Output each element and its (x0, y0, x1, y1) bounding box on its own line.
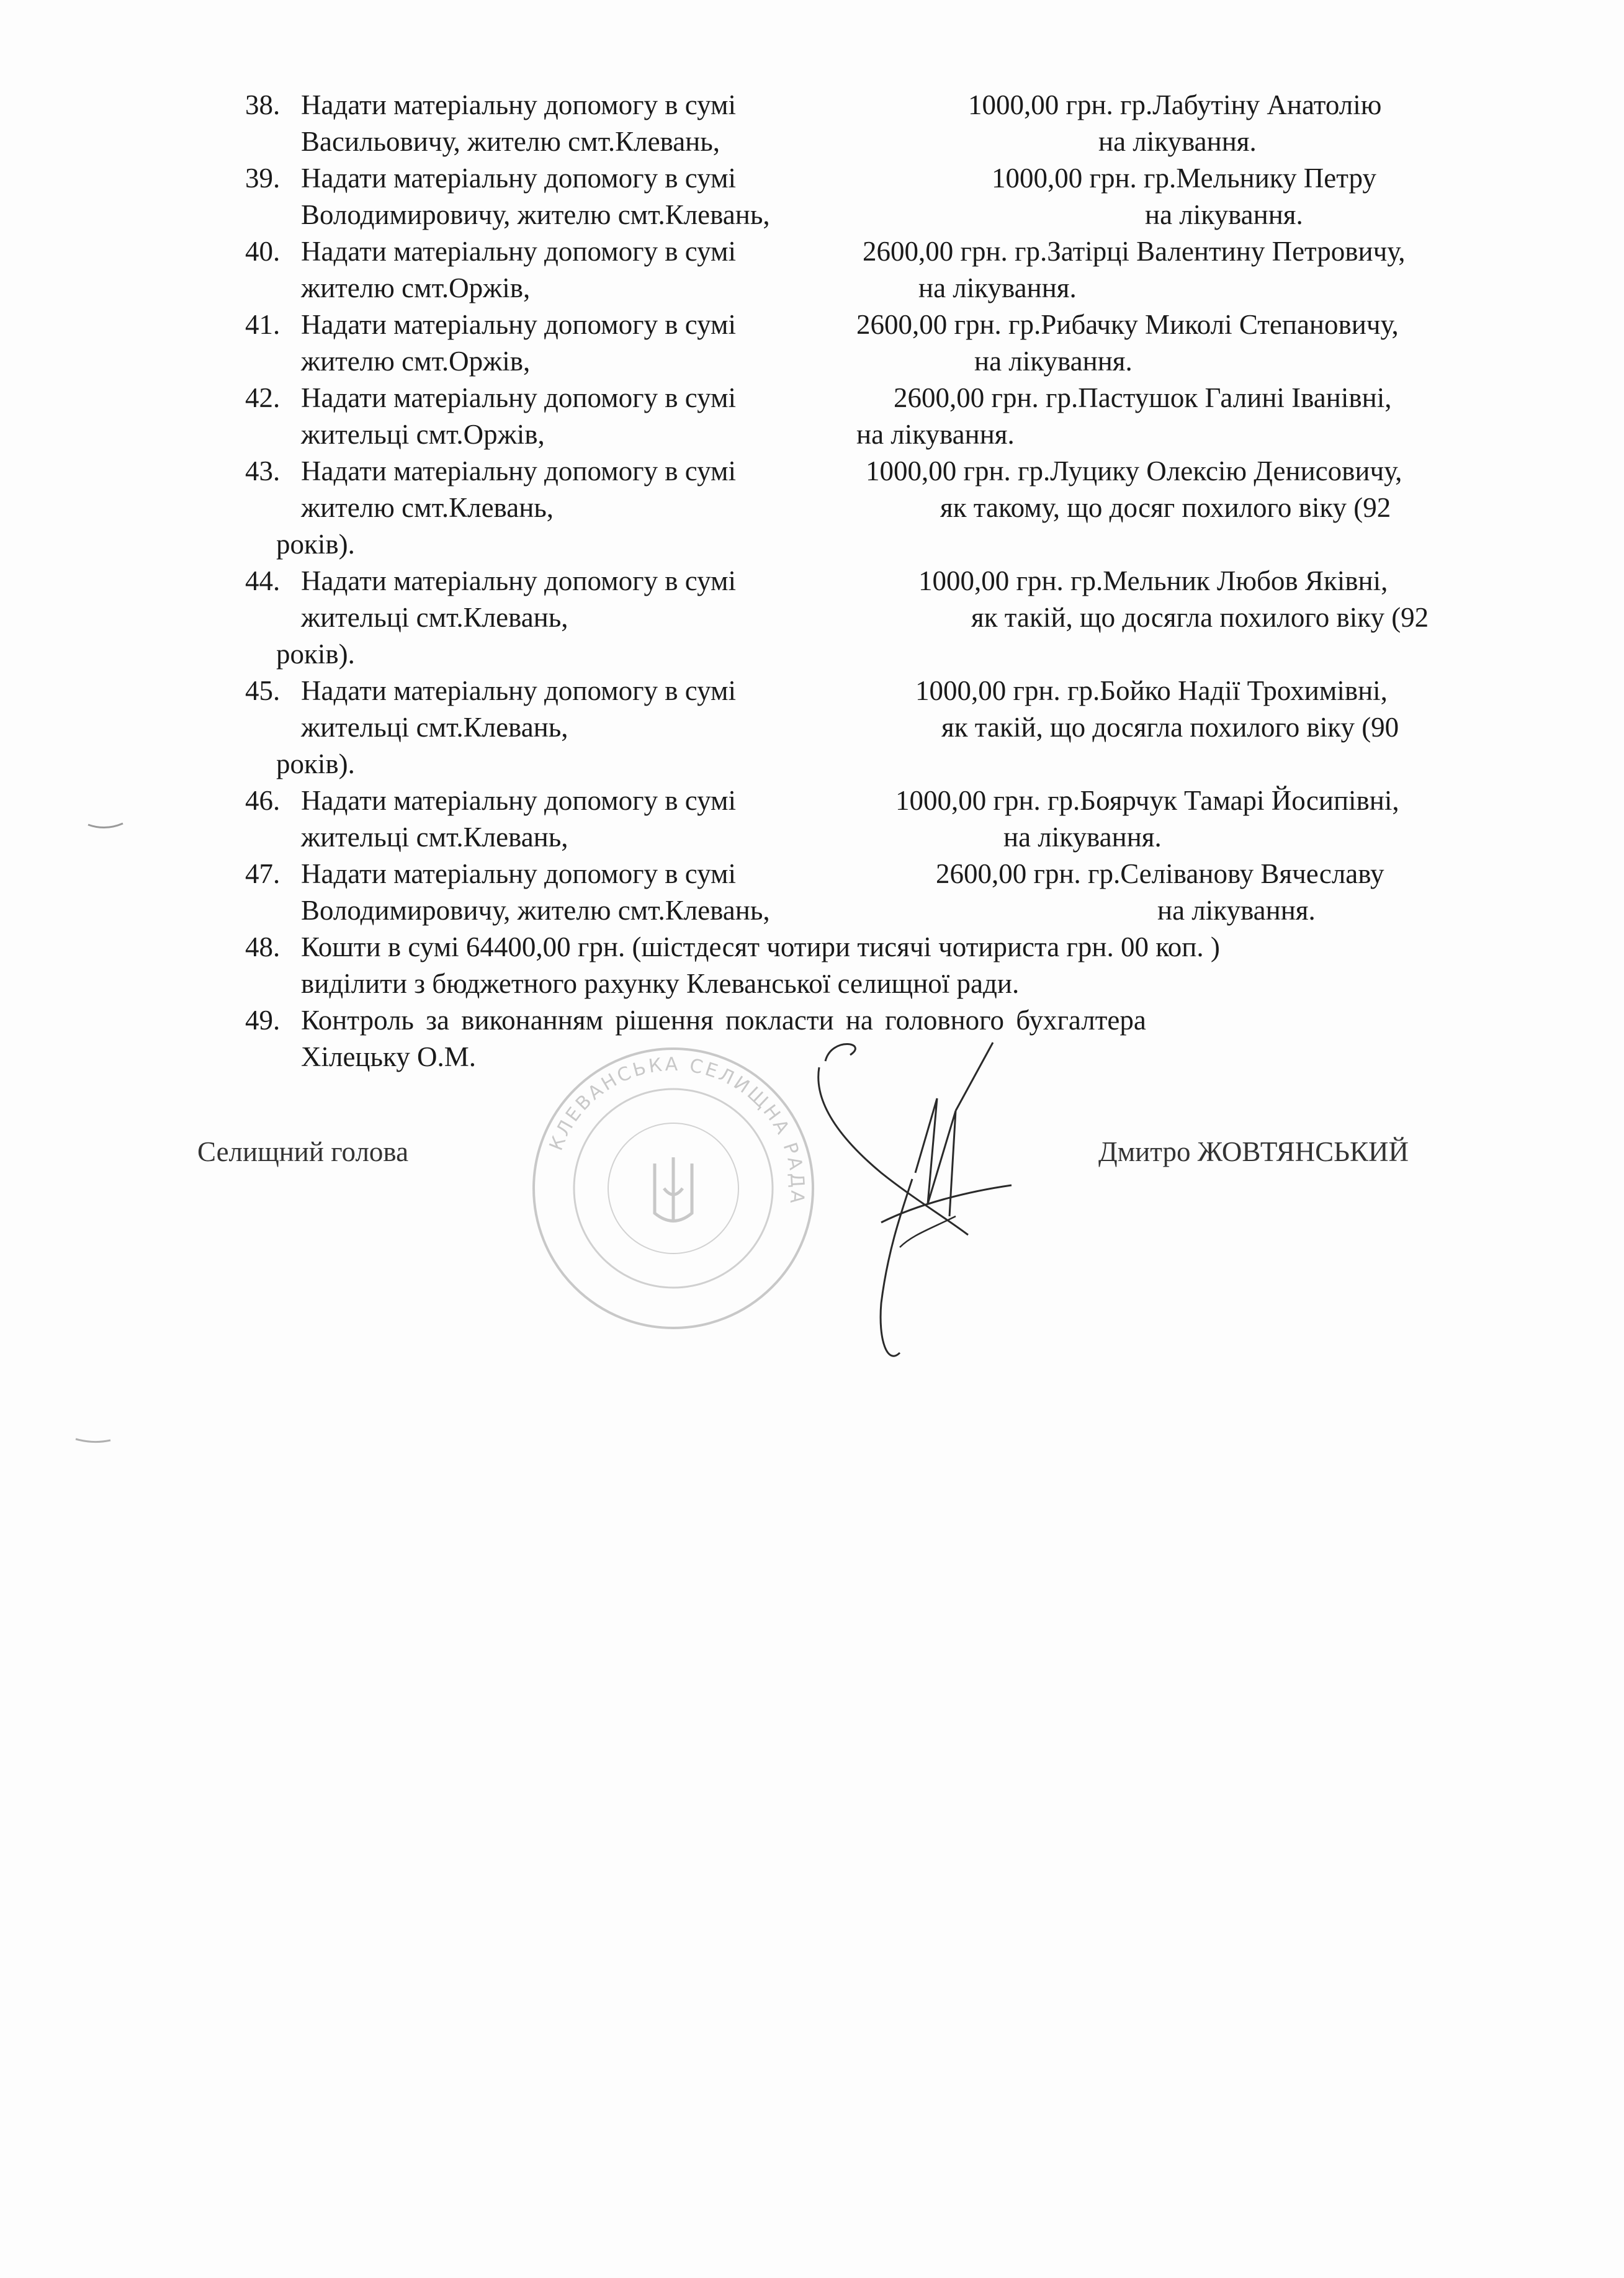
official-stamp (527, 1043, 819, 1334)
item-purpose: на лікування. (856, 419, 1015, 450)
item-amount-recipient: 2600,00 грн. гр.Рибачку Миколі Степановичу, (856, 309, 1399, 340)
list-item (245, 856, 1511, 929)
item-purpose: на лікування. (1003, 822, 1162, 853)
item-number: 47. (245, 858, 280, 889)
list-item (245, 160, 1511, 233)
item-text: років). (276, 748, 355, 779)
item-amount-recipient: 2600,00 грн. гр.Затірці Валентину Петровичу, (863, 236, 1406, 267)
item-purpose: на лікування. (1098, 126, 1257, 157)
list-item (245, 380, 1511, 453)
stamp-text: КЛЕВАНСЬКА СЕЛИЩНА РАДА (545, 1053, 809, 1207)
item-number: 41. (245, 309, 280, 340)
item-text: Надати матеріальну допомогу в сумі (301, 785, 737, 816)
item-number: 45. (245, 675, 280, 706)
item-amount-recipient: 1000,00 грн. гр.Мельнику Петру (992, 163, 1376, 194)
item-amount-recipient: 1000,00 грн. гр.Луцику Олексію Денисовичу, (866, 455, 1402, 487)
item-text: Надати матеріальну допомогу в сумі (301, 382, 737, 413)
item-amount-recipient: 2600,00 грн. гр.Пастушок Галині Іванівні, (894, 382, 1392, 413)
item-text: жительці смт.Клевань, (301, 822, 568, 853)
list-item (245, 453, 1511, 563)
scan-mark (74, 1437, 112, 1445)
item-text: Васильовичу, жителю смт.Клевань, (301, 126, 720, 157)
item-text: Володимировичу, жителю смт.Клевань, (301, 199, 770, 230)
list-item (245, 673, 1511, 783)
trident-icon (655, 1157, 692, 1221)
item-text: Кошти в сумі 64400,00 грн. (шістдесят чотири тисячі чотириста грн. 00 коп. ) (301, 931, 1220, 962)
handwritten-signature (807, 1030, 1030, 1378)
signatory-title: Селищний голова (197, 1136, 409, 1167)
item-text: Надати матеріальну допомогу в сумі (301, 163, 737, 194)
item-number: 42. (245, 382, 280, 413)
item-number: 39. (245, 163, 280, 194)
list-item (245, 929, 1511, 1002)
item-amount-recipient: 1000,00 грн. гр.Бойко Надії Трохимівні, (915, 675, 1388, 706)
list-item (245, 563, 1511, 673)
item-text: жителю смт.Клевань, (301, 492, 554, 523)
item-purpose: як такій, що досягла похилого віку (90 (941, 712, 1399, 743)
item-text: Надати матеріальну допомогу в сумі (301, 309, 737, 340)
item-amount-recipient: 2600,00 грн. гр.Селіванову Вячеславу (936, 858, 1384, 889)
item-text: Надати матеріальну допомогу в сумі (301, 89, 737, 120)
item-amount-recipient: 1000,00 грн. гр.Мельник Любов Яківні, (918, 565, 1388, 596)
item-number: 43. (245, 455, 280, 487)
item-purpose: на лікування. (1157, 895, 1316, 926)
item-purpose: на лікування. (1145, 199, 1303, 230)
list-item (245, 783, 1511, 856)
item-text: жителю смт.Оржів, (301, 272, 531, 303)
item-text: Контроль за виконанням рішення покласти на головного бухгалтера (301, 1005, 1146, 1036)
item-text: Надати матеріальну допомогу в сумі (301, 565, 737, 596)
item-text: жителю смт.Оржів, (301, 346, 531, 377)
item-purpose: на лікування. (974, 346, 1133, 377)
svg-text:КЛЕВАНСЬКА СЕЛИЩНА РАДА (545, 1054, 809, 1207)
item-text: Надати матеріальну допомогу в сумі (301, 675, 737, 706)
item-number: 48. (245, 931, 280, 962)
item-text: Надати матеріальну допомогу в сумі (301, 236, 737, 267)
item-purpose: на лікування. (918, 272, 1077, 303)
item-text: років). (276, 639, 355, 670)
item-text: жительці смт.Оржів, (301, 419, 545, 450)
list-item (245, 233, 1511, 307)
list-item (245, 307, 1511, 380)
item-number: 44. (245, 565, 280, 596)
scan-mark (87, 822, 124, 831)
item-text: років). (276, 529, 355, 560)
item-text: жительці смт.Клевань, (301, 602, 568, 633)
item-text: Надати матеріальну допомогу в сумі (301, 455, 737, 487)
item-number: 40. (245, 236, 280, 267)
item-amount-recipient: 1000,00 грн. гр.Лабутіну Анатолію (968, 89, 1382, 120)
item-purpose: як такому, що досяг похилого віку (92 (940, 492, 1391, 523)
item-text: жительці смт.Клевань, (301, 712, 568, 743)
item-text: Надати матеріальну допомогу в сумі (301, 858, 737, 889)
list-item (245, 87, 1511, 160)
item-amount-recipient: 1000,00 грн. гр.Боярчук Тамарі Йосипівні, (895, 785, 1399, 816)
item-number: 49. (245, 1005, 280, 1036)
item-text: Хілецьку О.М. (301, 1041, 477, 1072)
item-text: Володимировичу, жителю смт.Клевань, (301, 895, 770, 926)
item-number: 38. (245, 89, 280, 120)
item-number: 46. (245, 785, 280, 816)
item-purpose: як такій, що досягла похилого віку (92 (971, 602, 1429, 633)
item-text: виділити з бюджетного рахунку Клеванської селищної ради. (301, 968, 1020, 999)
signatory-name: Дмитро ЖОВТЯНСЬКИЙ (1098, 1136, 1409, 1167)
